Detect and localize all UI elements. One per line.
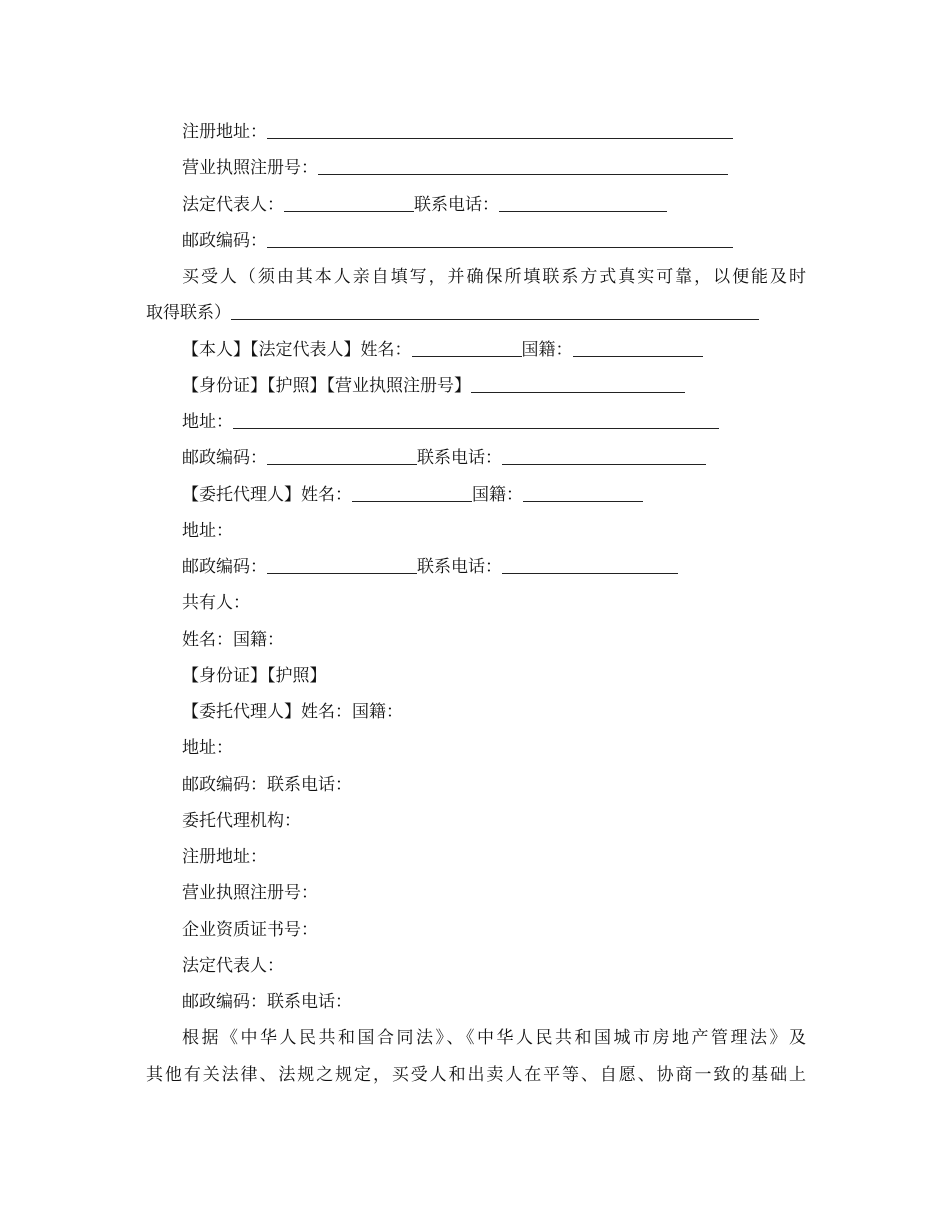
buyer-agent-nationality-blank[interactable] [523,485,643,502]
buyer-nationality-blank[interactable] [573,340,703,357]
postcode-blank[interactable] [267,231,733,248]
agency-license-no: 营业执照注册号： [182,883,318,903]
co-owner-address: 地址： [182,738,233,758]
co-owner-postcode-phone: 邮政编码：联系电话： [182,775,352,795]
buyer-contact-blank[interactable] [231,303,759,320]
reg-address-blank[interactable] [267,122,733,139]
seller-reg-address-row [146,114,806,150]
buyer-phone-label: 联系电话： [417,448,502,468]
buyer-agent-address-label: 地址： [182,521,233,541]
legal-rep-blank[interactable] [284,195,414,212]
buyer-agent-row [146,477,806,513]
buyer-agent-name-blank[interactable] [352,485,472,502]
agency-postcode-phone: 邮政编码：联系电话： [182,992,352,1012]
buyer-agent-phone-label: 联系电话： [417,557,502,577]
agency-title: 委托代理机构： [182,811,301,831]
buyer-address-row [146,404,806,440]
buyer-self-label: 【本人】【法定代表人】姓名： [182,340,412,360]
buyer-address-label: 地址： [182,412,233,432]
buyer-postcode-row [146,440,806,476]
buyer-intro-line2: 取得联系） [146,303,231,323]
agency-reg-address: 注册地址： [182,847,267,867]
buyer-intro-line2-row [146,295,806,331]
legal-rep-label: 法定代表人： [182,195,284,215]
agency-qualification: 企业资质证书号： [182,920,318,940]
buyer-self-row [146,332,806,368]
reg-address-label: 注册地址： [182,122,267,142]
basis-line1: 根据《中华人民共和国合同法》、《中华人民共和国城市房地产管理法》及 [182,1028,806,1048]
buyer-agent-address-row [146,513,806,549]
buyer-phone-blank[interactable] [502,448,706,465]
co-owner-id-types: 【身份证】【护照】 [182,666,327,686]
buyer-intro-line1: 买受人（须由其本人亲自填写，并确保所填联系方式真实可靠，以便能及时 [182,267,806,287]
buyer-agent-postcode-row [146,549,806,585]
license-no-blank[interactable] [318,158,728,175]
phone-label: 联系电话： [414,195,499,215]
buyer-agent-postcode-label: 邮政编码： [182,557,267,577]
buyer-agent-nationality-label: 国籍： [472,485,523,505]
buyer-nationality-label: 国籍： [521,340,573,360]
postcode-label: 邮政编码： [182,231,267,251]
buyer-postcode-label: 邮政编码： [182,448,267,468]
license-no-label: 营业执照注册号： [182,158,318,178]
co-owner-agent: 【委托代理人】姓名：国籍： [182,702,403,722]
seller-postcode-row [146,223,806,259]
seller-license-row [146,150,806,186]
buyer-agent-postcode-blank[interactable] [267,557,417,574]
buyer-name-blank[interactable] [412,340,522,357]
buyer-id-row [146,368,806,404]
buyer-postcode-blank[interactable] [267,448,417,465]
co-owner-title: 共有人： [182,593,250,613]
buyer-agent-phone-blank[interactable] [502,557,678,574]
agency-legal-rep: 法定代表人： [182,956,284,976]
buyer-address-blank[interactable] [233,412,719,429]
buyer-id-blank[interactable] [471,376,685,393]
buyer-id-label: 【身份证】【护照】【营业执照注册号】 [182,376,471,396]
co-owner-name-nationality: 姓名：国籍： [182,630,284,650]
seller-legal-rep-row [146,187,806,223]
buyer-agent-label: 【委托代理人】姓名： [182,485,352,505]
phone-blank[interactable] [499,195,667,212]
basis-line2: 其他有关法律、法规之规定，买受人和出卖人在平等、自愿、协商一致的基础上 [146,1065,806,1085]
